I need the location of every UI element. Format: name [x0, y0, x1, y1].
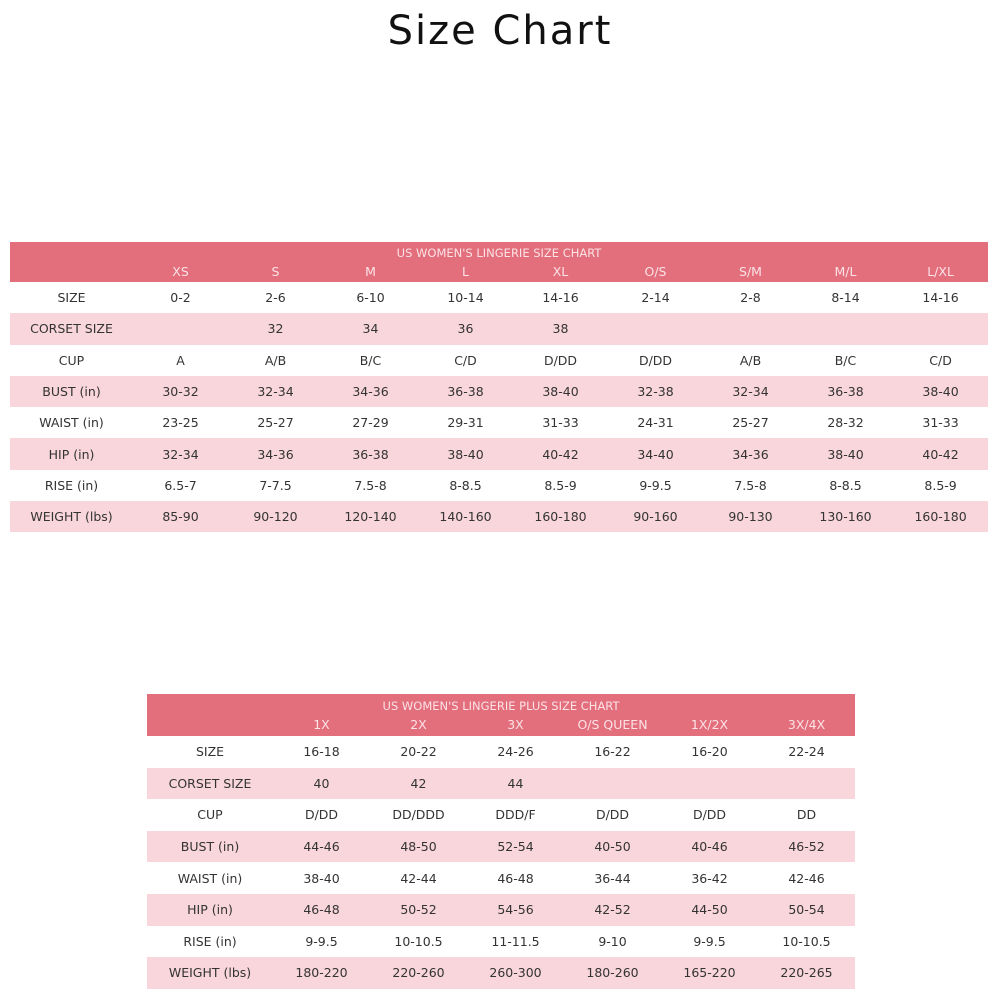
table-cell: 34-36	[323, 376, 418, 407]
table-row	[10, 313, 988, 344]
table-cell: D/DD	[608, 345, 703, 376]
header-corner	[147, 713, 273, 736]
table-cell	[758, 768, 855, 800]
table-cell: 8.5-9	[893, 470, 988, 501]
size-header: O/S QUEEN	[564, 713, 661, 736]
table-cell: 9-9.5	[661, 926, 758, 958]
table-cell: 54-56	[467, 894, 564, 926]
table-row	[147, 799, 855, 831]
row-label: CUP	[147, 799, 273, 831]
us-size-chart-table	[10, 242, 988, 532]
table-cell	[608, 313, 703, 344]
table-cell: 44-46	[273, 831, 370, 863]
table-cell: 8-14	[798, 282, 893, 313]
table-cell: 34-36	[228, 438, 323, 469]
table-cell: DD/DDD	[370, 799, 467, 831]
table-row	[10, 282, 988, 313]
table-cell: 32-38	[608, 376, 703, 407]
table-row	[10, 407, 988, 438]
row-label: HIP (in)	[147, 894, 273, 926]
table-cell: 38-40	[513, 376, 608, 407]
table-cell: 36-38	[418, 376, 513, 407]
table-cell: 220-260	[370, 957, 467, 989]
table-cell: 16-22	[564, 736, 661, 768]
row-label: HIP (in)	[10, 438, 133, 469]
table-cell: 160-180	[893, 501, 988, 532]
table-cell: 52-54	[467, 831, 564, 863]
table-cell: 9-10	[564, 926, 661, 958]
table-cell: 38-40	[273, 862, 370, 894]
table-cell: 36-44	[564, 862, 661, 894]
table-row	[147, 736, 855, 768]
table-cell: 31-33	[893, 407, 988, 438]
table-cell: 38-40	[798, 438, 893, 469]
size-header: 3X/4X	[758, 713, 855, 736]
table-cell: 36-38	[323, 438, 418, 469]
table-cell: 44-50	[661, 894, 758, 926]
table-cell: B/C	[323, 345, 418, 376]
row-label: CUP	[10, 345, 133, 376]
row-label: BUST (in)	[10, 376, 133, 407]
table-cell	[564, 768, 661, 800]
table-cell: C/D	[418, 345, 513, 376]
table-cell: 28-32	[798, 407, 893, 438]
table-cell: 9-9.5	[273, 926, 370, 958]
size-header: M	[323, 260, 418, 282]
table-cell: DD	[758, 799, 855, 831]
table-cell: 23-25	[133, 407, 228, 438]
table-cell: 36-42	[661, 862, 758, 894]
table-cell: 46-48	[273, 894, 370, 926]
size-header: M/L	[798, 260, 893, 282]
row-label: BUST (in)	[147, 831, 273, 863]
table-cell: 16-20	[661, 736, 758, 768]
table-cell: 6.5-7	[133, 470, 228, 501]
header-corner	[10, 260, 133, 282]
size-header: 1X	[273, 713, 370, 736]
row-label: CORSET SIZE	[147, 768, 273, 800]
page-title: Size Chart	[387, 8, 613, 54]
table-cell: 30-32	[133, 376, 228, 407]
table-cell	[133, 313, 228, 344]
table-cell	[661, 768, 758, 800]
table-cell: 40-42	[513, 438, 608, 469]
table-cell: 90-160	[608, 501, 703, 532]
table-cell: B/C	[798, 345, 893, 376]
table-cell: 11-11.5	[467, 926, 564, 958]
table-cell: 180-220	[273, 957, 370, 989]
table-cell: 34	[323, 313, 418, 344]
table-cell: D/DD	[513, 345, 608, 376]
table-cell	[798, 313, 893, 344]
table-cell: 46-48	[467, 862, 564, 894]
table-cell: 42-44	[370, 862, 467, 894]
table-cell: 7-7.5	[228, 470, 323, 501]
table-cell: 29-31	[418, 407, 513, 438]
table-cell: 25-27	[703, 407, 798, 438]
table-cell: 9-9.5	[608, 470, 703, 501]
table-cell: 90-130	[703, 501, 798, 532]
table-cell: 260-300	[467, 957, 564, 989]
size-header: XS	[133, 260, 228, 282]
chart-title-row	[10, 242, 988, 260]
table-cell: 2-6	[228, 282, 323, 313]
table-cell: 0-2	[133, 282, 228, 313]
table-cell: 46-52	[758, 831, 855, 863]
table-cell: 7.5-8	[323, 470, 418, 501]
table-row	[147, 957, 855, 989]
table-cell: 25-27	[228, 407, 323, 438]
table-cell: 31-33	[513, 407, 608, 438]
size-header: S	[228, 260, 323, 282]
table-cell: D/DD	[661, 799, 758, 831]
table-row	[10, 501, 988, 532]
table-cell: 20-22	[370, 736, 467, 768]
table-cell: 32-34	[703, 376, 798, 407]
table-cell: 10-10.5	[370, 926, 467, 958]
table-cell: 22-24	[758, 736, 855, 768]
table-cell: 140-160	[418, 501, 513, 532]
table-cell: 48-50	[370, 831, 467, 863]
table-cell: 34-40	[608, 438, 703, 469]
table-cell: 38	[513, 313, 608, 344]
table-cell: 90-120	[228, 501, 323, 532]
size-header: XL	[513, 260, 608, 282]
table-cell: 120-140	[323, 501, 418, 532]
table-cell: A	[133, 345, 228, 376]
row-label: CORSET SIZE	[10, 313, 133, 344]
row-label: WEIGHT (lbs)	[10, 501, 133, 532]
table-cell: 32-34	[133, 438, 228, 469]
table-row	[10, 345, 988, 376]
row-label: RISE (in)	[147, 926, 273, 958]
table-cell: A/B	[228, 345, 323, 376]
table-cell: 85-90	[133, 501, 228, 532]
table-cell: 10-14	[418, 282, 513, 313]
table-cell: 6-10	[323, 282, 418, 313]
size-header: O/S	[608, 260, 703, 282]
table-cell: C/D	[893, 345, 988, 376]
table-cell: 40-42	[893, 438, 988, 469]
table-cell: D/DD	[564, 799, 661, 831]
size-header-row	[147, 713, 855, 736]
row-label: WAIST (in)	[147, 862, 273, 894]
table-cell: 24-31	[608, 407, 703, 438]
table-cell: 40-46	[661, 831, 758, 863]
table-cell: 40	[273, 768, 370, 800]
chart-title: US WOMEN'S LINGERIE PLUS SIZE CHART	[147, 694, 855, 713]
size-header: 1X/2X	[661, 713, 758, 736]
size-header: 3X	[467, 713, 564, 736]
table-cell: 24-26	[467, 736, 564, 768]
table-cell: 14-16	[513, 282, 608, 313]
table-row	[10, 438, 988, 469]
plus-size-chart-table	[147, 694, 855, 989]
table-cell: 2-8	[703, 282, 798, 313]
table-cell: 36-38	[798, 376, 893, 407]
table-cell: 165-220	[661, 957, 758, 989]
table-cell: 44	[467, 768, 564, 800]
table-cell: DDD/F	[467, 799, 564, 831]
table-cell: 180-260	[564, 957, 661, 989]
table-cell	[893, 313, 988, 344]
table-cell: A/B	[703, 345, 798, 376]
table-cell: 130-160	[798, 501, 893, 532]
size-header: 2X	[370, 713, 467, 736]
table-cell: D/DD	[273, 799, 370, 831]
table-cell: 8-8.5	[798, 470, 893, 501]
table-cell: 10-10.5	[758, 926, 855, 958]
size-header: L	[418, 260, 513, 282]
size-header: S/M	[703, 260, 798, 282]
table-row	[147, 926, 855, 958]
table-cell: 50-52	[370, 894, 467, 926]
table-row	[147, 831, 855, 863]
table-cell: 42-46	[758, 862, 855, 894]
table-cell: 27-29	[323, 407, 418, 438]
table-cell: 38-40	[418, 438, 513, 469]
table-cell: 42	[370, 768, 467, 800]
size-header-row	[10, 260, 988, 282]
table-row	[147, 894, 855, 926]
table-cell: 2-14	[608, 282, 703, 313]
table-cell: 36	[418, 313, 513, 344]
table-cell: 50-54	[758, 894, 855, 926]
chart-title: US WOMEN'S LINGERIE SIZE CHART	[10, 242, 988, 260]
table-cell	[703, 313, 798, 344]
table-cell: 8.5-9	[513, 470, 608, 501]
row-label: WAIST (in)	[10, 407, 133, 438]
table-cell: 40-50	[564, 831, 661, 863]
table-row	[10, 376, 988, 407]
table-cell: 220-265	[758, 957, 855, 989]
table-cell: 38-40	[893, 376, 988, 407]
row-label: SIZE	[147, 736, 273, 768]
table-cell: 34-36	[703, 438, 798, 469]
table-cell: 32-34	[228, 376, 323, 407]
row-label: RISE (in)	[10, 470, 133, 501]
table-cell: 14-16	[893, 282, 988, 313]
table-cell: 8-8.5	[418, 470, 513, 501]
table-row	[10, 470, 988, 501]
row-label: SIZE	[10, 282, 133, 313]
table-cell: 42-52	[564, 894, 661, 926]
table-cell: 7.5-8	[703, 470, 798, 501]
table-row	[147, 768, 855, 800]
table-cell: 160-180	[513, 501, 608, 532]
table-cell: 32	[228, 313, 323, 344]
row-label: WEIGHT (lbs)	[147, 957, 273, 989]
table-row	[147, 862, 855, 894]
chart-title-row	[147, 694, 855, 713]
size-header: L/XL	[893, 260, 988, 282]
table-cell: 16-18	[273, 736, 370, 768]
